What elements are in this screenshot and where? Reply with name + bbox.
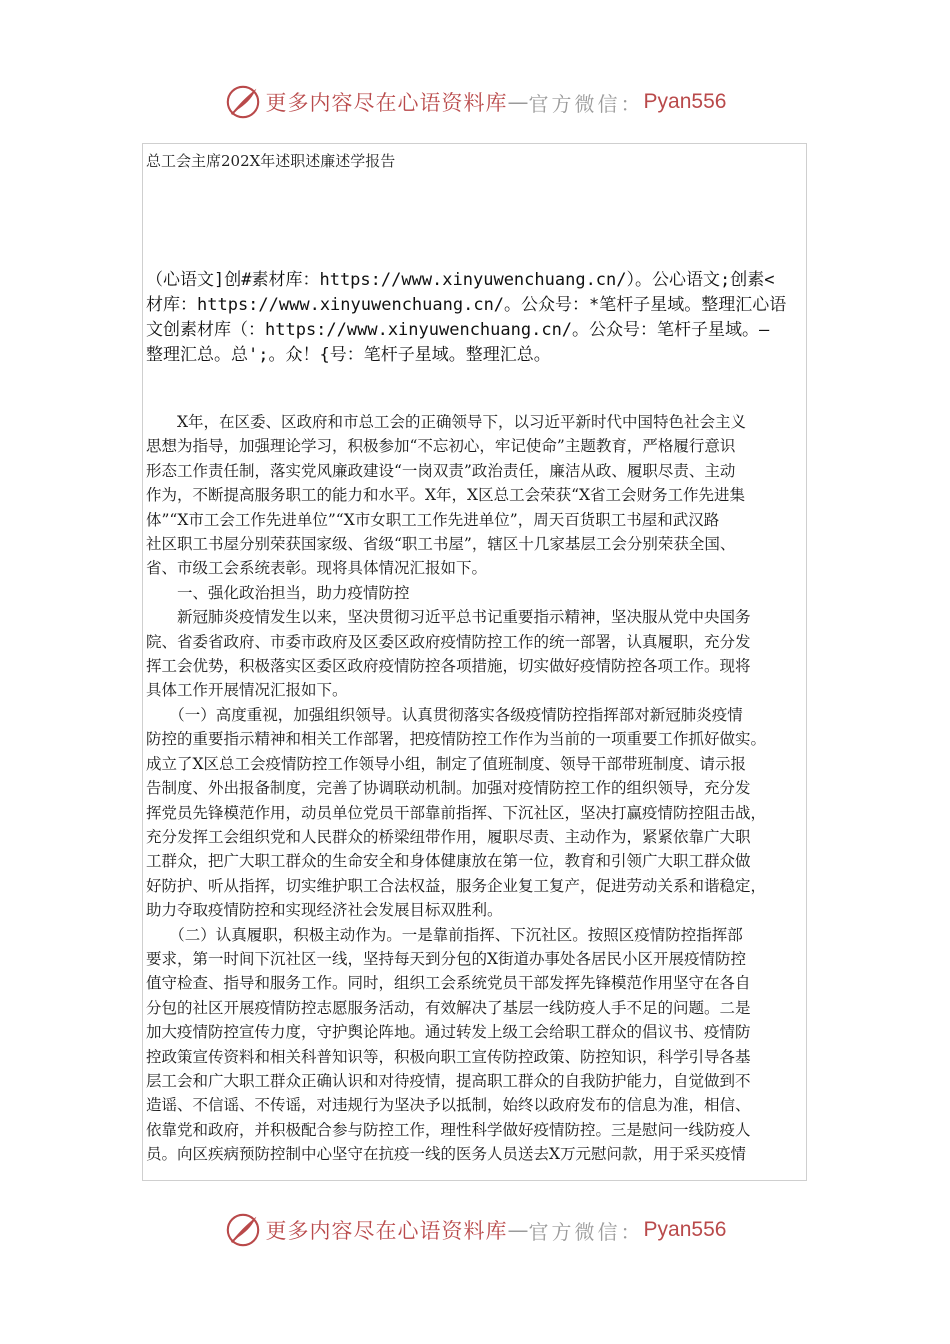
banner-brand-text: 更多内容尽在心语资料库 (265, 91, 508, 115)
source-notice (146, 268, 806, 368)
document-title: 总工会主席202X年述职述廉述学报告 (146, 152, 396, 170)
body-line: （二）认真履职，积极主动作为。一是靠前指挥、下沉社区。按照区疫情防控指挥部 (146, 925, 743, 944)
body-line: 省、市级工会系统表彰。现将具体情况汇报如下。 (146, 559, 488, 578)
banner-wechat-handle: Pyan556 (643, 1218, 727, 1241)
notice-line: 整理汇总。总';。众！{号：笔杆子星域。整理汇总。 (146, 345, 551, 365)
header-banner (0, 82, 950, 122)
notice-line: （心语文]创#素材库：https://www.xinyuwenchuang.cn/）。公心语文;创素< (146, 270, 775, 290)
body-line: 工群众，把广大职工群众的生命安全和身体健康放在第一位，教育和引领广大职工群众做 (146, 852, 751, 871)
body-line: 挥党员先锋模范作用，动员单位党员干部靠前指挥、下沉社区，坚决打赢疫情防控阻击战， (146, 803, 767, 822)
banner-wechat-handle: Pyan556 (643, 90, 727, 113)
notice-line: 材库：https://www.xinyuwenchuang.cn/。公众号：*笔杆子星域。整理汇心语 (146, 295, 787, 315)
body-line: 充分发挥工会组织党和人民群众的桥梁纽带作用，履职尽责、主动作为，紧紧依靠广大职 (146, 827, 751, 846)
body-line: 思想为指导，加强理论学习，积极参加“不忘初心，牢记使命”主题教育，严格履行意识 (146, 437, 736, 456)
banner-official-label: 官方微信： (528, 91, 644, 116)
body-line: 作为，不断提高服务职工的能力和水平。X年，X区总工会荣获“X省工会财务工作先进集 (146, 486, 746, 505)
body-line: 体”“X市工会工作先进单位”“X市女职工工作先进单位”，周天百货职工书屋和武汉路 (146, 510, 720, 529)
report-body (146, 410, 804, 1167)
banner-brand-text: 更多内容尽在心语资料库 (265, 1219, 508, 1243)
body-line: 值守检查、指导和服务工作。同时，组织工会系统党员干部发挥先锋模范作用坚守在各自 (146, 974, 751, 993)
body-line: 分包的社区开展疫情防控志愿服务活动，有效解决了基层一线防疫人手不足的问题。二是 (146, 998, 751, 1017)
banner-official-label: 官方微信： (528, 1219, 644, 1244)
body-line: X年，在区委、区政府和市总工会的正确领导下，以习近平新时代中国特色社会主义 (146, 413, 747, 431)
body-line: 形态工作责任制，落实党风廉政建设“一岗双责”政治责任，廉洁从政、履职尽责、主动 (146, 461, 736, 480)
body-line: 要求，第一时间下沉社区一线，坚持每天到分包的X街道办事处各居民小区开展疫情防控 (146, 949, 747, 968)
body-line: 挥工会优势，积极落实区委区政府疫情防控各项措施，切实做好疫情防控各项工作。现将 (146, 657, 751, 676)
body-line: 新冠肺炎疫情发生以来，坚决贯彻习近平总书记重要指示精神，坚决服从党中央国务 (146, 608, 751, 627)
body-line: （一）高度重视，加强组织领导。认真贯彻落实各级疫情防控指挥部对新冠肺炎疫情 (146, 705, 743, 724)
body-line: 控政策宣传资料和相关科普知识等，积极向职工宣传防控政策、防控知识，科学引导各基 (146, 1047, 751, 1066)
body-line: 告制度、外出报备制度，完善了协调联动机制。加强对疫情防控工作的组织领导，充分发 (146, 779, 751, 798)
notice-line: 文创素材库（：https://www.xinyuwenchuang.cn/。公众号：笔杆子星域。— (146, 320, 770, 340)
section-heading: 一、强化政治担当，助力疫情防控 (146, 583, 410, 602)
quill-logo-icon (224, 83, 262, 121)
body-line: 社区职工书屋分别荣获国家级、省级“职工书屋”，辖区十几家基层工会分别荣获全国、 (146, 535, 736, 554)
body-line: 院、省委省政府、市委市政府及区委区政府疫情防控工作的统一部署，认真履职，充分发 (146, 632, 751, 651)
body-line: 加大疫情防控宣传力度，守护舆论阵地。通过转发上级工会给职工群众的倡议书、疫情防 (146, 1023, 751, 1042)
body-line: 造谣、不信谣、不传谣，对违规行为坚决予以抵制，始终以政府发布的信息为准，相信、 (146, 1096, 751, 1115)
banner-dash: — (507, 1218, 529, 1242)
footer-banner (0, 1210, 950, 1250)
body-line: 层工会和广大职工群众正确认识和对待疫情，提高职工群众的自我防护能力，自觉做到不 (146, 1071, 751, 1090)
body-line: 具体工作开展情况汇报如下。 (146, 681, 348, 700)
body-line: 好防护、听从指挥，切实维护职工合法权益，服务企业复工复产，促进劳动关系和谐稳定， (146, 876, 767, 895)
body-line: 依靠党和政府，并积极配合参与防控工作，理性科学做好疫情防控。三是慰问一线防疫人 (146, 1120, 751, 1139)
banner-dash: — (507, 90, 529, 114)
quill-logo-icon (224, 1211, 262, 1249)
document-frame (142, 143, 807, 1181)
body-line: 助力夺取疫情防控和实现经济社会发展目标双胜利。 (146, 901, 503, 920)
body-line: 员。向区疾病预防控制中心坚守在抗疫一线的医务人员送去X万元慰问款，用于采买疫情 (146, 1145, 747, 1164)
body-line: 成立了X区总工会疫情防控工作领导小组，制定了值班制度、领导干部带班制度、请示报 (146, 754, 747, 773)
body-line: 防控的重要指示精神和相关工作部署，把疫情防控工作作为当前的一项重要工作抓好做实。 (146, 730, 767, 749)
